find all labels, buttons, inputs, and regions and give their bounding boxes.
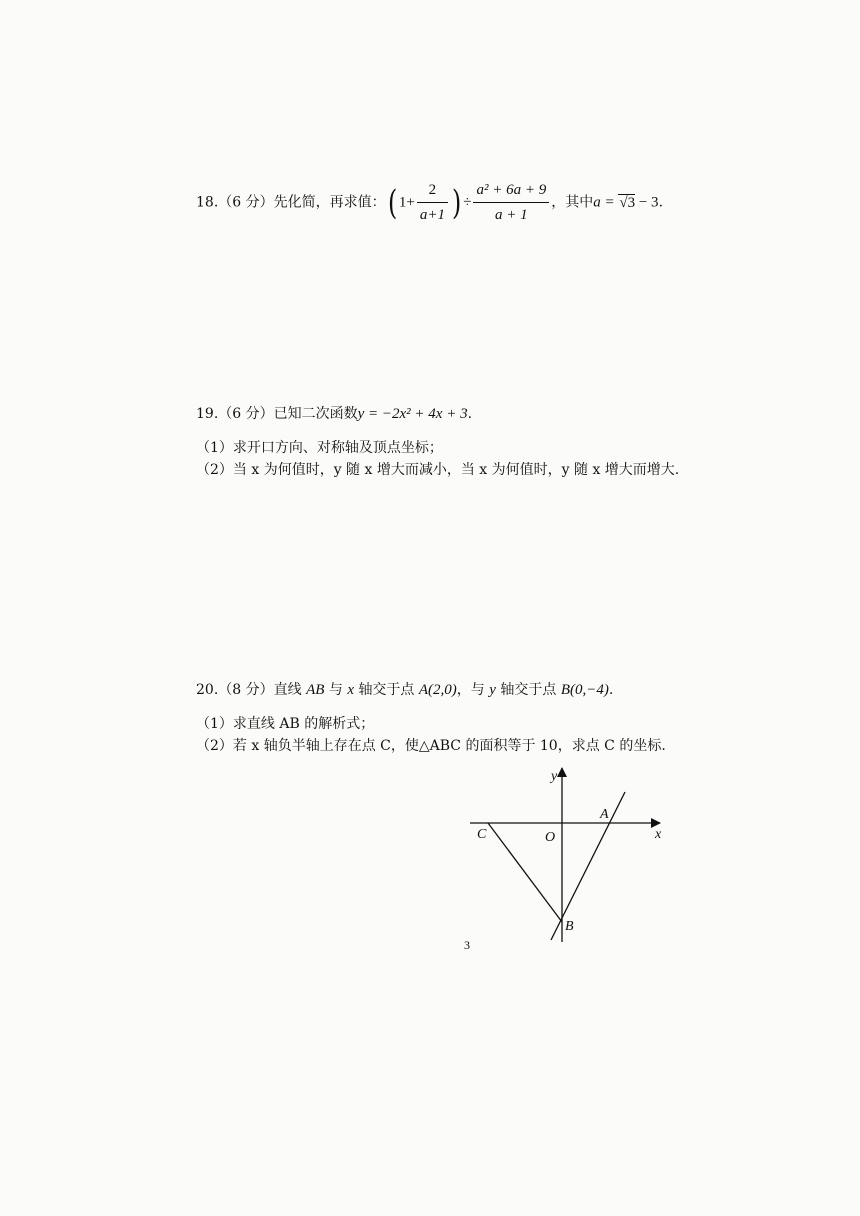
q18-fraction-2 [473, 180, 549, 225]
question-19 [196, 404, 472, 424]
q18-end: . [658, 194, 664, 211]
label-b: B [565, 919, 574, 934]
q20-stem-a: 直线 [273, 682, 302, 698]
q20-end: . [608, 682, 614, 698]
q19-formula: y = −2x² + 4x + 3 [357, 406, 468, 422]
q18-frac1-denominator: a+1 [419, 207, 445, 223]
q18-frac2-denominator: a + 1 [495, 207, 528, 223]
question-18: 18.（6 分）先化简，再求值：( 1+ $\frac{2}{a+1}$ ) ÷ $\frac{\text{a² + 6a + 9}}{a + 1}$ ，其中a = √3 − 3. [196, 182, 664, 223]
q18-number: 18. [196, 194, 219, 211]
q18-condition-sqrt: √3 [619, 194, 636, 211]
label-a: A [600, 807, 609, 822]
q18-one-plus: 1+ [398, 194, 415, 211]
q18-fraction-1 [417, 180, 448, 225]
q19-end: . [467, 406, 473, 422]
q19-part-2: （2）当 x 为何值时，y 随 x 增大而减小，当 x 为何值时，y 随 x 增大而增大. [196, 462, 680, 478]
q18-condition-lhs: a = [593, 194, 619, 211]
coordinate-figure [455, 760, 675, 950]
q20-number: 20. [196, 682, 219, 698]
q18-frac2-numerator: a² + 6a + 9 [473, 180, 549, 203]
q20-stem-b: 与 [328, 682, 343, 698]
q19-number: 19. [196, 406, 219, 422]
q20-point-a: A(2,0) [418, 682, 457, 698]
q18-condition-rhs: − 3 [635, 194, 659, 211]
q18-frac1-numerator: 2 [417, 180, 448, 203]
q18-divide: ÷ [463, 194, 472, 211]
q19-part-1: （1）求开口方向、对称轴及顶点坐标； [196, 440, 443, 456]
q18-score: （6 分） [218, 194, 274, 211]
label-y: y [551, 769, 558, 784]
q18-comma: ，其中 [551, 194, 594, 211]
q20-score: （8 分） [218, 682, 274, 698]
q20-stem-d: ，与 [456, 682, 485, 698]
q20-stem-c: 轴交于点 [358, 682, 415, 698]
q20-x-var: x [347, 682, 354, 698]
label-x: x [655, 827, 662, 842]
q19-score: （6 分） [218, 406, 274, 422]
q18-stem: 先化简，再求值： [273, 194, 386, 211]
label-c: C [477, 827, 487, 842]
q20-y-var: y [489, 682, 496, 698]
q19-stem: 已知二次函数 [273, 406, 358, 422]
page-number: 3 [464, 938, 470, 952]
label-o: O [545, 830, 556, 845]
q20-stem-e: 轴交于点 [500, 682, 557, 698]
q20-part-2: （2）若 x 轴负半轴上存在点 C，使△ABC 的面积等于 10，求点 C 的坐标. [196, 738, 666, 754]
q20-point-b: B(0,−4) [560, 682, 609, 698]
q20-line-name: AB [306, 682, 325, 698]
question-20 [196, 680, 613, 700]
q20-part-1: （1）求直线 AB 的解析式； [196, 716, 375, 732]
